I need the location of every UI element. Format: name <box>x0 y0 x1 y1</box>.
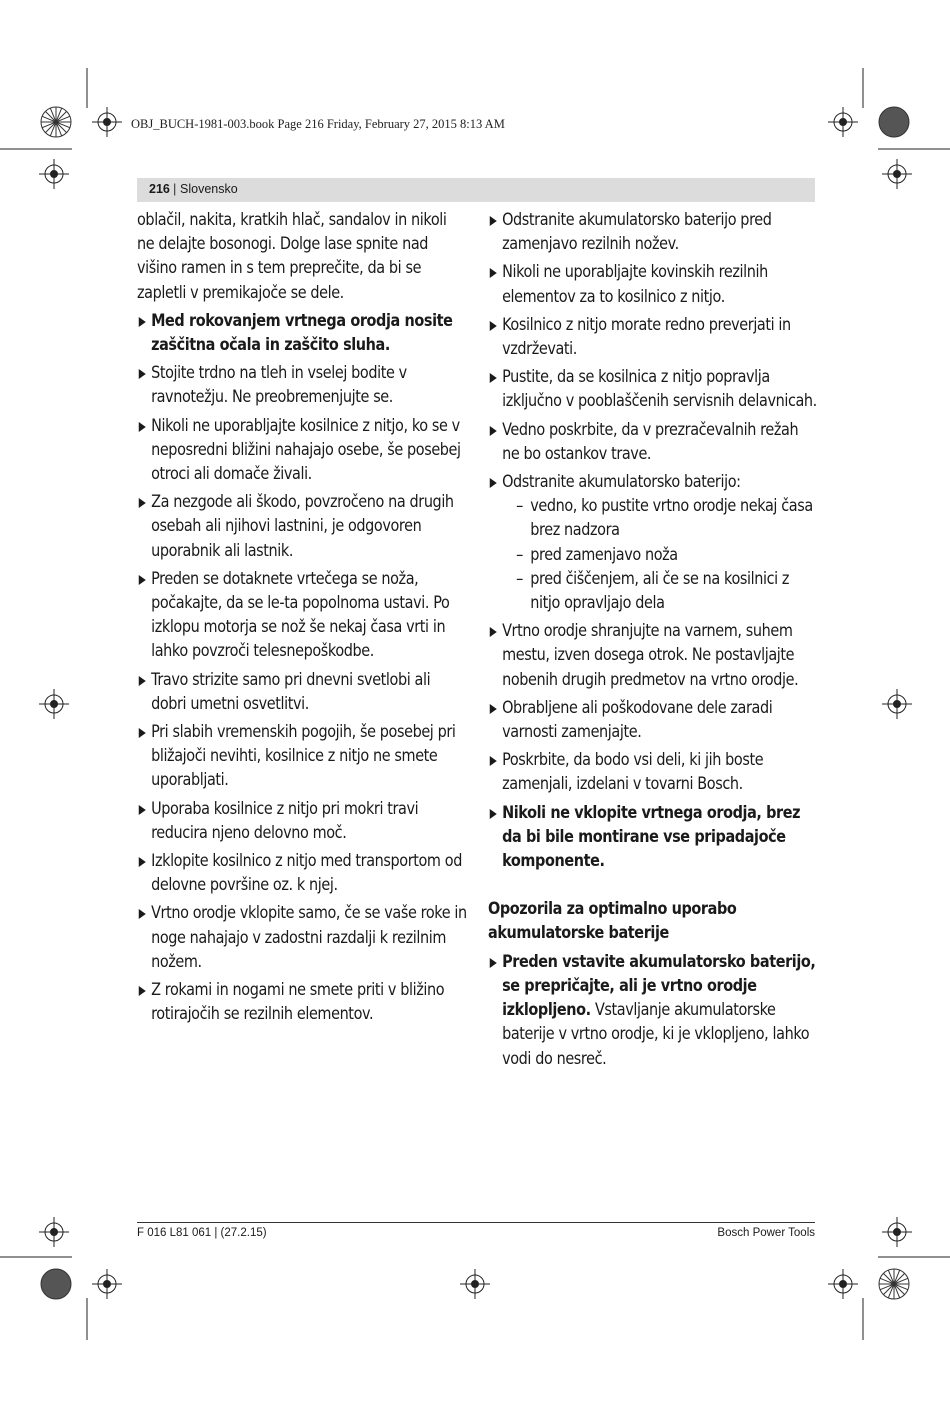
list-item-text: Stojite trdno na tleh in vselej bodite v ravnotežju. Ne preobremenjujte se. <box>151 363 407 407</box>
triangle-bullet-icon <box>139 317 146 327</box>
dash-icon: – <box>516 496 523 516</box>
list-item <box>137 901 467 974</box>
triangle-bullet-icon <box>139 422 146 432</box>
footer-doc-code: F 016 L81 061 | (27.2.15) <box>137 1227 267 1239</box>
triangle-bullet-icon <box>139 986 146 996</box>
triangle-bullet-icon <box>490 216 497 226</box>
left-column <box>137 208 467 1031</box>
triangle-bullet-icon <box>490 426 497 436</box>
list-item <box>488 365 818 413</box>
sub-item: – vedno, ko pustite vrtno orodje nekaj časa brez nadzora <box>516 496 813 540</box>
list-item-text: Z rokami in nogami ne smete priti v bližino rotirajočih se rezilnih elementov. <box>151 980 445 1024</box>
list-item <box>137 849 467 897</box>
list-item-text: Vrtno orodje shranjujte na varnem, suhem mestu, izven dosega otrok. Ne postavljajte nobenih drugih predmetov na vrtno orodje. <box>502 621 799 689</box>
triangle-bullet-icon <box>490 478 497 488</box>
triangle-bullet-icon <box>490 756 497 766</box>
triangle-bullet-icon <box>139 805 146 815</box>
list-item <box>137 668 467 716</box>
language-label: Slovensko <box>180 182 238 196</box>
page-header <box>137 178 815 202</box>
dash-icon: – <box>516 544 523 564</box>
list-item <box>137 414 467 487</box>
list-item-bold-text: Med rokovanjem vrtnega orodja nosite zaščitna očala in zaščito sluha. <box>151 310 453 355</box>
sub-item: – pred zamenjavo noža <box>502 543 818 567</box>
footer-rule <box>137 1222 815 1223</box>
list-item <box>137 309 467 357</box>
list-item-text: Nikoli ne uporabljajte kosilnice z nitjo, ko se v neposredni bližini nahajajo osebe, še posebej otroci ali domače živali. <box>151 415 461 484</box>
list-item <box>488 260 818 308</box>
list-item-text: Preden se dotaknete vrtečega se noža, počakajte, da se le-ta popolnoma ustavi. Po izklopu motorja se nož še nekaj časa vrti in lahko povzroči telesnepoškodbe. <box>151 568 450 661</box>
triangle-bullet-icon <box>490 321 497 331</box>
print-header: OBJ_BUCH-1981-003.book Page 216 Friday, February 27, 2015 8:13 AM <box>131 117 505 131</box>
list-item-text: Vrtno orodje vklopite samo, če se vaše roke in noge nahajajo v zadostni razdalji k rezilnim nožem. <box>151 903 467 971</box>
list-item-text: Vedno poskrbite, da v prezračevalnih režah ne bo ostankov trave. <box>502 419 799 463</box>
list-item <box>488 313 818 361</box>
list-item <box>488 801 818 874</box>
list-item <box>488 748 818 796</box>
right-bullet-list-a <box>488 208 818 466</box>
list-item <box>488 950 818 1071</box>
triangle-bullet-icon <box>139 575 146 585</box>
list-item-text: Travo strizite samo pri dnevni svetlobi ali dobri umetni osvetlitvi. <box>151 669 431 713</box>
header-separator: | <box>173 181 177 196</box>
list-item <box>488 418 818 466</box>
list-item-text: Nikoli ne uporabljajte kovinskih rezilnih elementov za to kosilnico z nitjo. <box>502 262 768 306</box>
list-item-text: Pustite, da se kosilnica z nitjo popravlja izključno v pooblaščenih servisnih delavnicah. <box>502 367 817 411</box>
list-item-text: Kosilnico z nitjo morate redno preverjati in vzdrževati. <box>502 314 791 359</box>
triangle-bullet-icon <box>139 676 146 686</box>
list-item-text: Uporaba kosilnice z nitjo pri mokri travi reducira njeno delovno moč. <box>151 798 419 842</box>
triangle-bullet-icon <box>490 373 497 383</box>
list-item-text: Odstranite akumulatorsko baterijo pred zamenjavo rezilnih nožev. <box>502 210 772 254</box>
list-item-text: Odstranite akumulatorsko baterijo: <box>502 472 741 492</box>
footer-brand: Bosch Power Tools <box>717 1227 815 1239</box>
list-item-text: Za nezgode ali škodo, povzročeno na drugih osebah ali njihovi lastnini, je odgovoren uporabnik ali lastnik. <box>151 492 454 560</box>
sub-item: – pred čiščenjem, ali če se na kosilnici z nitjo opravljajo dela <box>516 568 790 613</box>
right-column <box>488 208 818 1075</box>
triangle-bullet-icon <box>139 728 146 738</box>
list-item <box>137 361 467 409</box>
list-item-text: Vstavljanje akumulatorske baterije v vrtno orodje, ki je vklopljeno, lahko vodi do nesreč. <box>502 1000 810 1068</box>
triangle-bullet-icon <box>490 704 497 714</box>
page-number: 216 <box>149 182 170 196</box>
right-bullet-list-b <box>488 619 818 873</box>
dash-icon: – <box>516 568 523 588</box>
triangle-bullet-icon <box>490 268 497 278</box>
list-item-bold-text: Nikoli ne vklopite vrtnega orodja, brez da bi bile montirane vse pripadajoče komponente. <box>502 802 801 871</box>
triangle-bullet-icon <box>490 627 497 637</box>
triangle-bullet-icon <box>139 369 146 379</box>
list-item-bold-text: Preden vstavite akumulatorsko baterijo, se prepričajte, ali je vrtno orodje izklopljeno. <box>502 951 816 1020</box>
list-item <box>137 978 467 1026</box>
triangle-bullet-icon <box>139 498 146 508</box>
list-item-text: Izklopite kosilnico z nitjo med transportom od delovne površine oz. k njej. <box>151 851 462 895</box>
list-item <box>137 490 467 563</box>
section-heading: Opozorila za optimalno uporabo akumulatorske baterije <box>488 899 737 943</box>
list-item-text: Poskrbite, da bodo vsi deli, ki jih boste zamenjali, izdelani v tovarni Bosch. <box>502 750 764 794</box>
triangle-bullet-icon <box>490 809 497 819</box>
triangle-bullet-icon <box>139 909 146 919</box>
list-item-text: Obrabljene ali poškodovane dele zaradi varnosti zamenjajte. <box>502 697 773 742</box>
section-bullet-list <box>488 950 818 1071</box>
triangle-bullet-icon <box>139 857 146 867</box>
list-item <box>137 720 467 793</box>
list-item-text: Pri slabih vremenskih pogojih, še posebej pri bližajoči nevihti, kosilnice z nitjo ne smete uporabljati. <box>151 722 456 790</box>
triangle-bullet-icon <box>490 958 497 968</box>
list-item <box>488 208 818 256</box>
list-item <box>137 567 467 664</box>
list-item <box>488 619 818 692</box>
list-item <box>488 470 818 615</box>
left-bullet-list <box>137 309 467 1027</box>
intro-paragraph: oblačil, nakita, kratkih hlač, sandalov in nikoli ne delajte bosonogi. Dolge lase spnite nad višino ramen in s tem preprečite, da bi se zapletli v premikajoče se dele. <box>137 210 447 302</box>
list-item <box>488 696 818 744</box>
list-item <box>137 797 467 845</box>
